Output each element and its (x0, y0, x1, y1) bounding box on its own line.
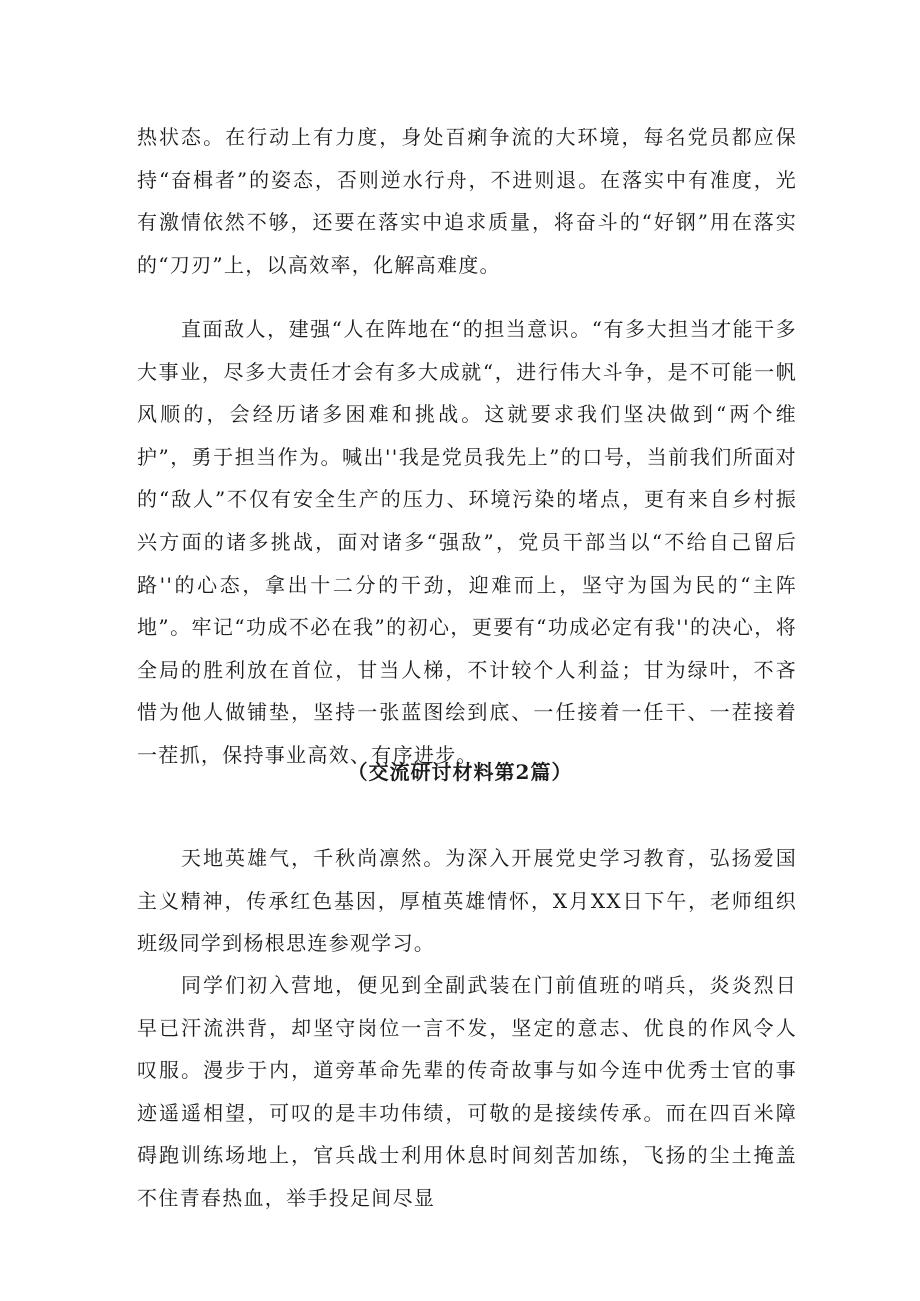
paragraph-responsibility: 直面敌人，建强“人在阵地在“的担当意识。“有多大担当才能干多大事业，尽多大责任才会有多大成就“，进行伟大斗争，是不可能一帆风顺的，会经历诸多困难和挑战。这就要求我们坚决做到“两个维护”，勇于担当作为。喊出''我是党员我先上”的口号，当前我们所面对的“敌人”不仅有安全生产的压力、环境污染的堵点，更有来自乡村振兴方面的诸多挑战，面对诸多“强敌”，党员干部当以“不给自己留后路''的心态，拿出十二分的干劲，迎难而上，坚守为国为民的“主阵地”。牢记“功成不必在我”的初心，更要有“功成必定有我''的决心，将全局的胜利放在首位，甘当人梯，不计较个人利益；甘为绿叶，不吝惜为他人做铺垫，坚持一张蓝图绘到底、一任接着一任干、一茬接着一茬抓，保持事业高效、有序进步。 (137, 317, 797, 767)
paragraph-visit: 同学们初入营地，便见到全副武装在门前值班的哨兵，炎炎烈日早已汗流洪背，却坚守岗位一言不发，坚定的意志、优良的作风令人叹服。漫步于内，道旁革命先辈的传奇故事与如今连中优秀士官的事迹遥遥相望，可叹的是丰功伟绩，可敬的是接续传承。而在四百米障碍跑训练场地上，官兵战士利用休息时间刻苦加练，飞扬的尘土掩盖不住青春热血，举手投足间尽显 (137, 973, 797, 1210)
paragraph-intro: 天地英雄气，千秋尚凛然。为深入开展党史学习教育，弘扬爱国主义精神，传承红色基因，厚植英雄情怀，X月XX日下午，老师组织班级同学到杨根思连参观学习。 (137, 846, 797, 956)
paragraph-continuation: 热状态。在行动上有力度，身处百痢争流的大环境，每名党员都应保持“奋楫者”的姿态，否则逆水行舟，不进则退。在落实中有准度，光有激情依然不够，还要在落实中追求质量，将奋斗的“好钢”用在落实的“刀刃”上，以高效率，化解高难度。 (137, 125, 797, 277)
section-heading: （交流研讨材料第2篇） (347, 760, 573, 784)
